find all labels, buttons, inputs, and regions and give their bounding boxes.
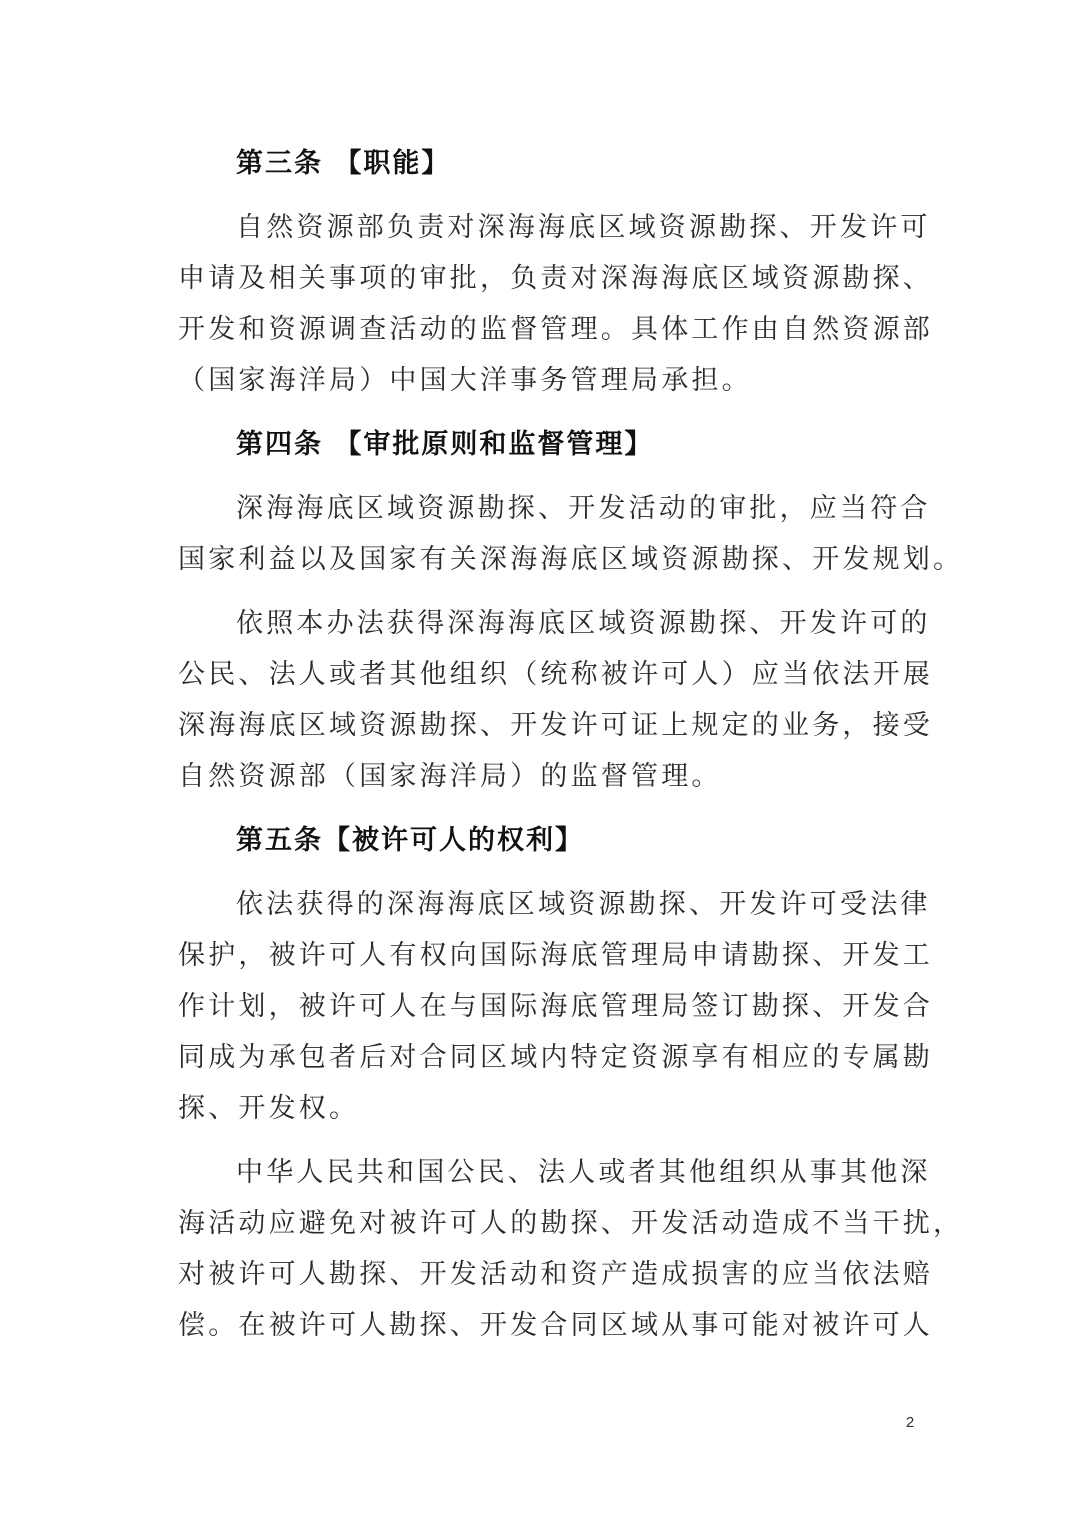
paragraph-line: 依照本办法获得深海海底区域资源勘探、开发许可的 — [236, 608, 931, 639]
spacer — [178, 585, 902, 598]
paragraph-line: 对被许可人勘探、开发活动和资产造成损害的应当依法赔 — [178, 1259, 933, 1290]
paragraph-line: 偿。在被许可人勘探、开发合同区域从事可能对被许可人 — [178, 1310, 933, 1341]
paragraph-line: 公民、法人或者其他组织（统称被许可人）应当依法开展 — [178, 659, 933, 690]
page-number: 2 — [905, 1414, 915, 1431]
paragraph-line: 保护，被许可人有权向国际海底管理局申请勘探、开发工 — [178, 940, 933, 971]
paragraph-line: 深海海底区域资源勘探、开发许可证上规定的业务，接受 — [178, 710, 933, 741]
paragraph-line: 海活动应避免对被许可人的勘探、开发活动造成不当干扰， — [178, 1208, 964, 1239]
paragraph-line: 作计划，被许可人在与国际海底管理局签订勘探、开发合 — [178, 991, 933, 1022]
paragraph-line: 同成为承包者后对合同区域内特定资源享有相应的专属勘 — [178, 1042, 933, 1073]
paragraph-line: 申请及相关事项的审批，负责对深海海底区域资源勘探、 — [178, 263, 933, 294]
paragraph-line: 探、开发权。 — [178, 1093, 360, 1124]
paragraph-line: 自然资源部负责对深海海底区域资源勘探、开发许可 — [236, 212, 931, 243]
paragraph-line: （国家海洋局）中国大洋事务管理局承担。 — [178, 365, 752, 396]
paragraph-line: 深海海底区域资源勘探、开发活动的审批，应当符合 — [236, 493, 931, 524]
paragraph-line: 自然资源部（国家海洋局）的监督管理。 — [178, 761, 722, 792]
paragraph-line: 依法获得的深海海底区域资源勘探、开发许可受法律 — [236, 889, 931, 920]
spacer — [178, 189, 902, 202]
spacer — [178, 866, 902, 879]
paragraph-line: 国家利益以及国家有关深海海底区域资源勘探、开发规划。 — [178, 544, 964, 575]
article-heading: 第四条 【审批原则和监督管理】 — [236, 429, 654, 460]
spacer — [178, 470, 902, 483]
article-heading: 第三条 【职能】 — [236, 148, 451, 179]
document-body — [178, 138, 964, 1351]
article-heading: 第五条【被许可人的权利】 — [236, 825, 584, 856]
paragraph-line: 开发和资源调查活动的监督管理。具体工作由自然资源部 — [178, 314, 933, 345]
spacer — [178, 802, 902, 815]
spacer — [178, 1134, 902, 1147]
paragraph-line: 中华人民共和国公民、法人或者其他组织从事其他深 — [236, 1157, 931, 1188]
spacer — [178, 406, 902, 419]
